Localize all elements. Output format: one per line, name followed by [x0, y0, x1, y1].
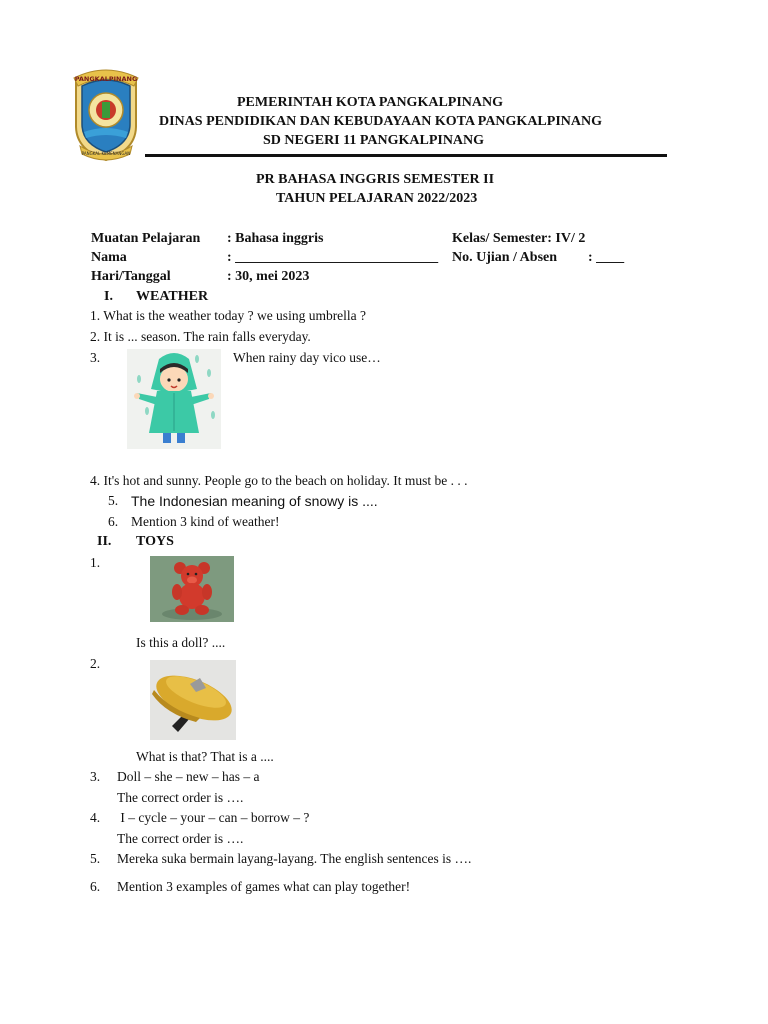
weather-q1: 1. What is the weather today ? we using umbrella ?: [90, 308, 367, 323]
toys-q3-words: Doll – she – new – has – a: [117, 769, 260, 784]
section-1-title: WEATHER: [136, 289, 209, 304]
weather-q6: Mention 3 kind of weather!: [131, 514, 280, 529]
header-line-3: SD NEGERI 11 PANGKALPINANG: [263, 133, 485, 148]
spinning-top-image: [150, 660, 236, 740]
weather-q4: 4. It's hot and sunny. People go to the beach on holiday. It must be . . .: [90, 473, 468, 488]
exam-field: : ____: [588, 250, 625, 265]
section-1-number: I.: [104, 289, 113, 304]
section-2-number: II.: [97, 534, 112, 549]
weather-q2: 2. It is ... season. The rain falls everyday.: [90, 329, 311, 344]
toys-q5-number: 5.: [90, 851, 101, 866]
date-value: : 30, mei 2023: [227, 269, 310, 284]
weather-q3: When rainy day vico use…: [233, 350, 381, 365]
logo-bottom-text: PANGKAL KEMENANGAN: [81, 151, 131, 156]
toys-q4-number: 4.: [90, 810, 101, 825]
toys-q6: Mention 3 examples of games what can play together!: [117, 879, 411, 894]
subject-value: : Bahasa inggris: [227, 231, 324, 246]
toys-q3-number: 3.: [90, 769, 101, 784]
class-semester: Kelas/ Semester: IV/ 2: [452, 231, 586, 246]
weather-q6-number: 6.: [108, 514, 119, 529]
title-line-2: TAHUN PELAJARAN 2022/2023: [276, 191, 478, 206]
weather-q5: The Indonesian meaning of snowy is ....: [131, 493, 378, 509]
exam-label: No. Ujian / Absen: [452, 250, 558, 265]
toys-q1-number: 1.: [90, 555, 101, 570]
toys-q3-instruction: The correct order is ….: [117, 790, 244, 805]
toys-q1: Is this a doll? ....: [136, 635, 226, 650]
toys-q2-number: 2.: [90, 656, 101, 671]
name-field: : _____________________________: [227, 250, 439, 265]
toys-q4-words: I – cycle – your – can – borrow – ?: [117, 810, 310, 825]
date-label: Hari/Tanggal: [91, 269, 171, 284]
toys-q2: What is that? That is a ....: [136, 749, 274, 764]
weather-q3-number: 3.: [90, 350, 101, 365]
school-logo: [68, 66, 144, 162]
teddy-bear-image: [150, 556, 234, 622]
section-2-title: TOYS: [136, 534, 174, 549]
title-line-1: PR BAHASA INGGRIS SEMESTER II: [256, 172, 495, 187]
name-label: Nama: [91, 250, 127, 265]
toys-q6-number: 6.: [90, 879, 101, 894]
toys-q4-instruction: The correct order is ….: [117, 831, 244, 846]
header-line-2: DINAS PENDIDIKAN DAN KEBUDAYAAN KOTA PANGKALPINANG: [159, 114, 602, 129]
logo-top-text: PANGKALPINANG: [74, 75, 138, 83]
child-raincoat-image: [127, 349, 221, 449]
subject-label: Muatan Pelajaran: [91, 231, 201, 246]
header-line-1: PEMERINTAH KOTA PANGKALPINANG: [237, 95, 504, 110]
header-divider: [145, 154, 667, 157]
toys-q5: Mereka suka bermain layang-layang. The english sentences is ….: [117, 851, 472, 866]
weather-q5-number: 5.: [108, 493, 119, 508]
